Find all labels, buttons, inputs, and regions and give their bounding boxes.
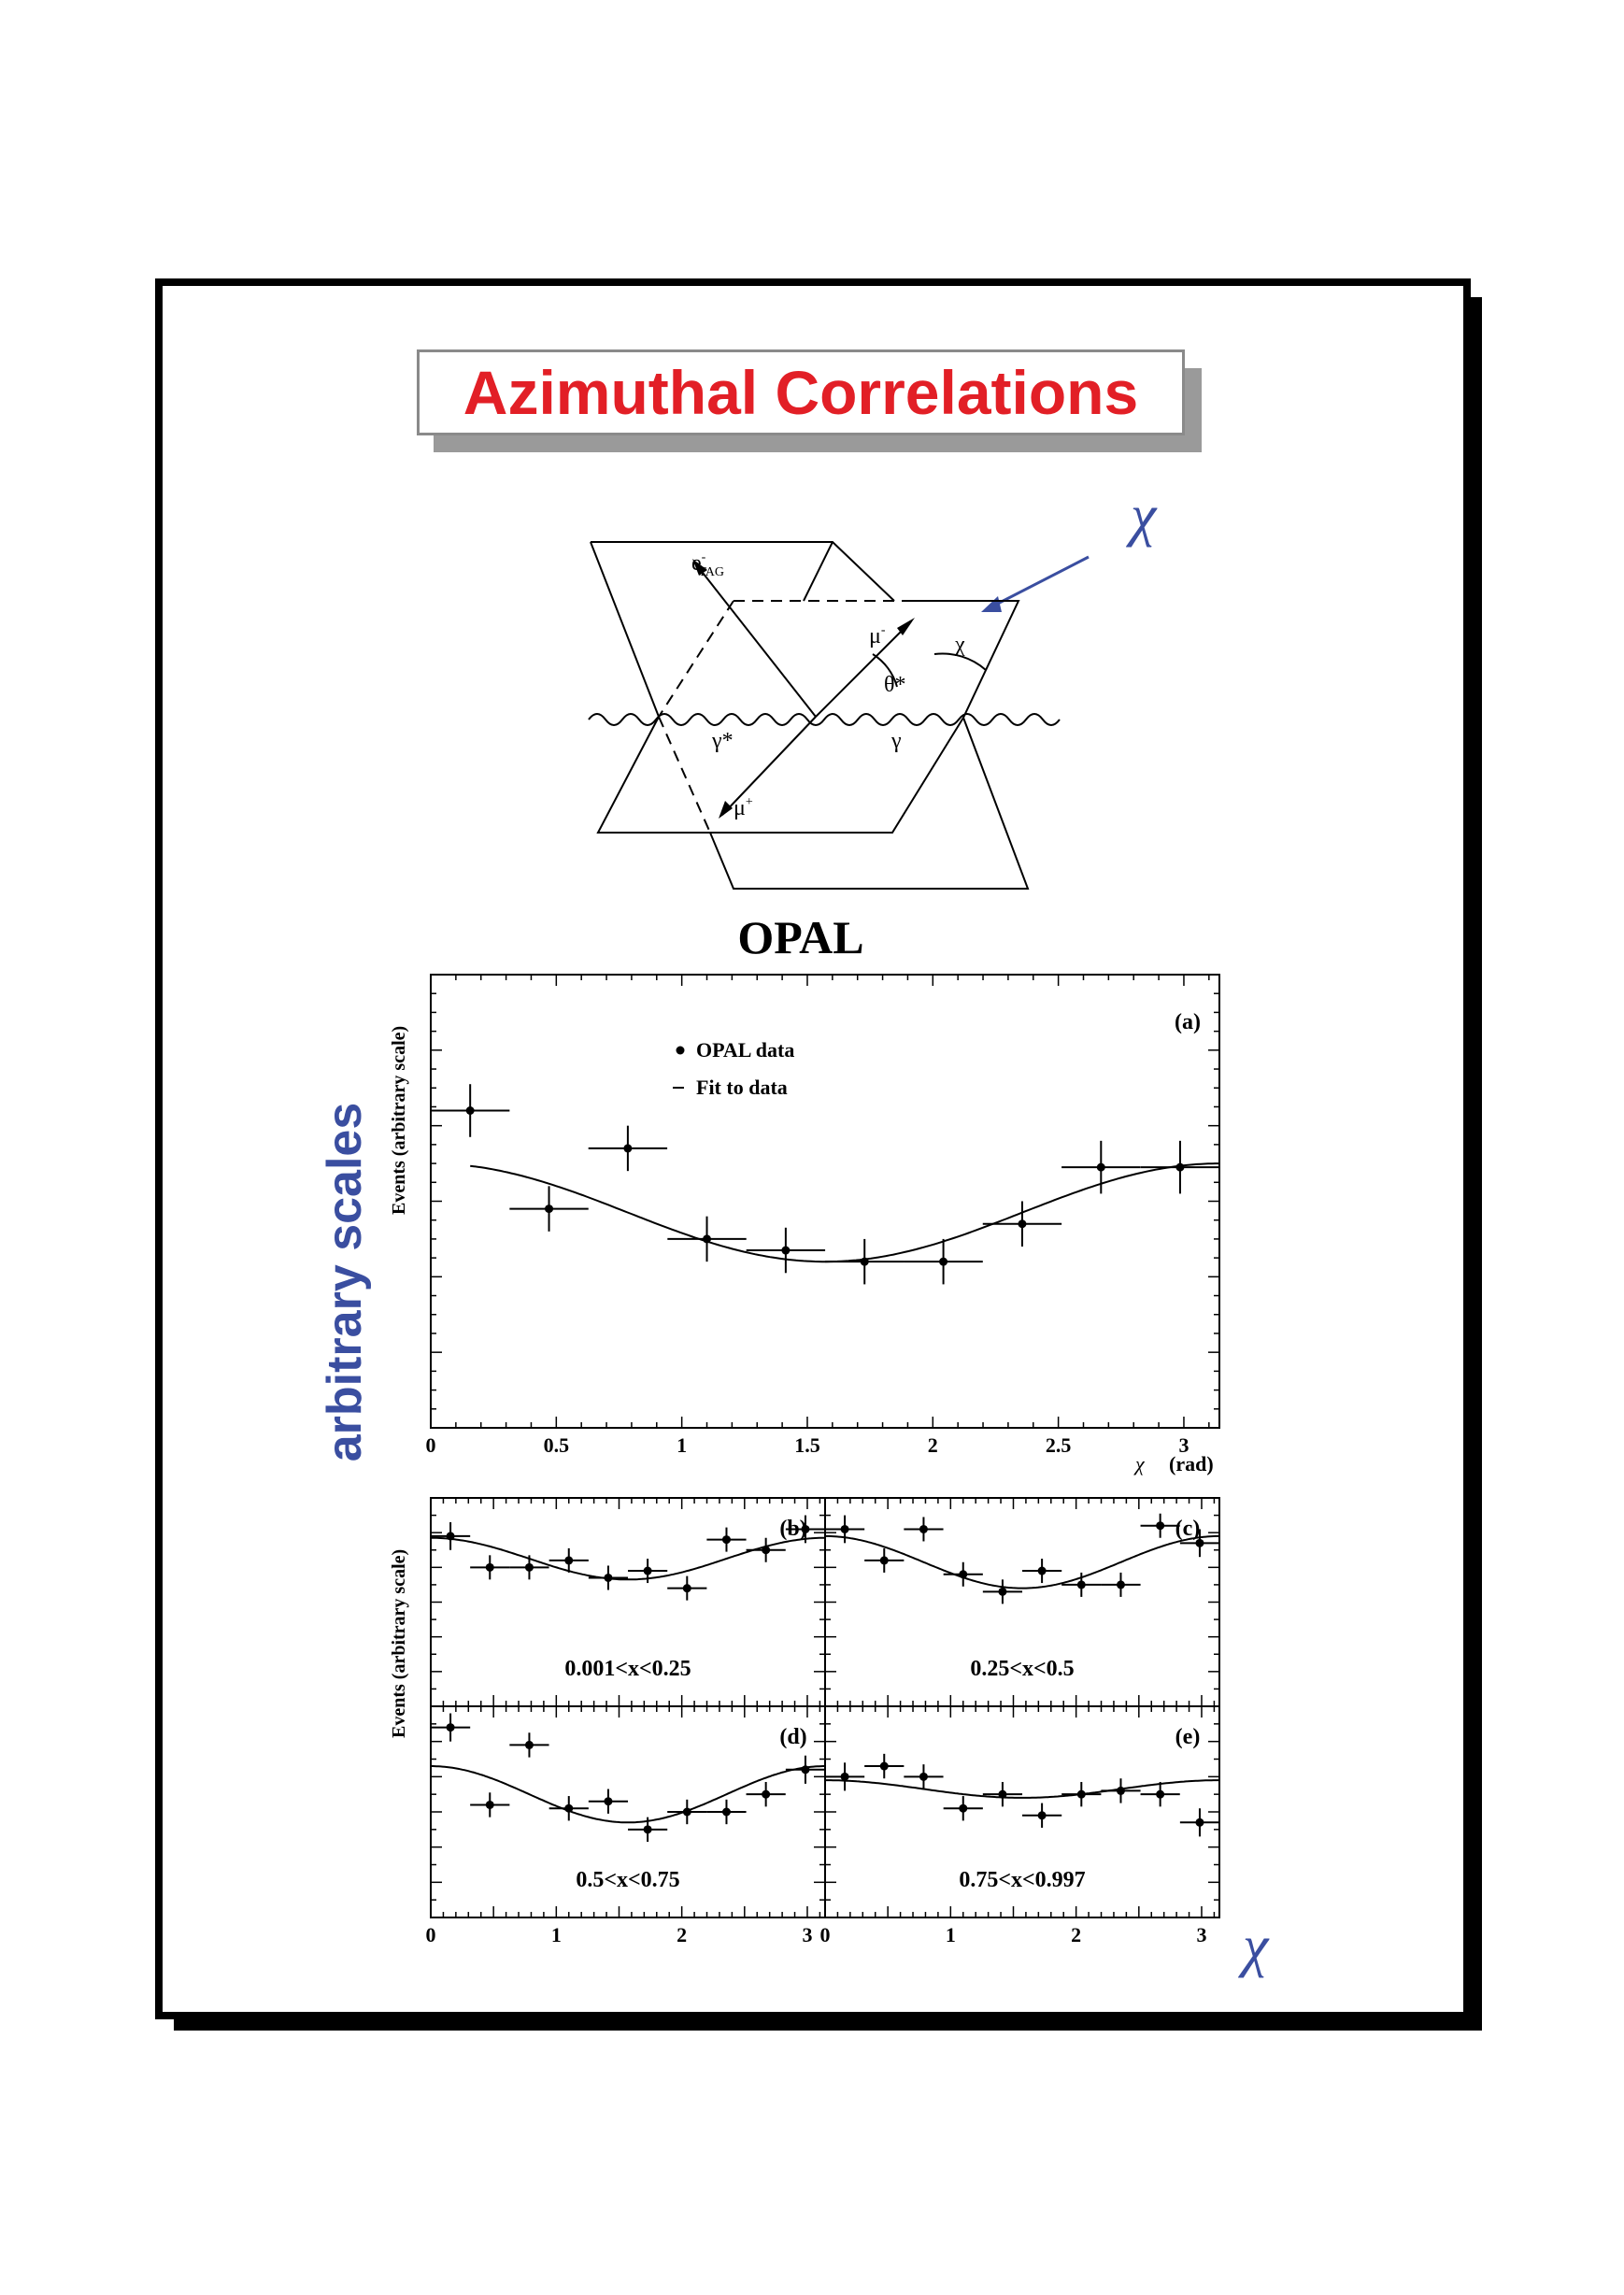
chart-panels — [426, 975, 1220, 1946]
panel-d-range: 0.5<x<0.75 — [576, 1868, 680, 1892]
data-point — [959, 1570, 967, 1578]
chi-diagram-label: χ — [955, 633, 965, 657]
plane-left-edge — [591, 542, 659, 717]
data-point — [447, 1532, 455, 1540]
data-point — [762, 1546, 770, 1554]
panel-e-label: (e) — [1175, 1725, 1201, 1749]
mu-minus-label: μ- — [869, 623, 886, 649]
data-point — [525, 1563, 534, 1572]
x-tick-label: 1.5 — [794, 1433, 820, 1457]
panels-bcde-ylabel: Events (arbitrary scale) — [389, 1548, 409, 1738]
data-point — [781, 1247, 790, 1255]
x-tick-label: 0.5 — [543, 1433, 570, 1457]
gamma-star-label: γ* — [712, 729, 734, 753]
panel-c-range: 0.25<x<0.5 — [970, 1657, 1075, 1681]
panel-b — [431, 1498, 825, 1706]
data-point — [1195, 1818, 1204, 1827]
data-point — [604, 1797, 612, 1805]
data-point — [801, 1765, 809, 1774]
data-point — [1117, 1787, 1125, 1795]
data-point — [1077, 1580, 1086, 1589]
x-tick-label: 3 — [1178, 1433, 1190, 1457]
data-point — [880, 1556, 889, 1564]
geometry-diagram — [589, 542, 1060, 889]
panel-a — [426, 975, 1220, 1475]
panel-b-range: 0.001<x<0.25 — [564, 1657, 691, 1681]
data-point — [703, 1234, 711, 1243]
chart-title: OPAL — [737, 911, 864, 963]
mu-minus-arrow — [816, 621, 911, 717]
data-point — [959, 1804, 967, 1813]
data-point — [1175, 1163, 1184, 1172]
x-tick-label: 2 — [927, 1433, 938, 1457]
data-point — [1077, 1790, 1086, 1799]
data-point — [564, 1556, 573, 1564]
e-tag-label: e-TAG — [691, 550, 724, 579]
data-point — [1038, 1811, 1047, 1819]
data-point — [998, 1588, 1006, 1596]
data-point — [486, 1563, 494, 1572]
x-tick-label: 2 — [677, 1923, 688, 1946]
data-point — [623, 1144, 632, 1152]
panel-d — [426, 1706, 826, 1946]
e-tag-arrow — [696, 564, 816, 717]
data-point — [564, 1804, 573, 1813]
data-point — [998, 1790, 1006, 1799]
data-point — [841, 1525, 849, 1533]
data-point — [919, 1525, 928, 1533]
data-point — [1018, 1219, 1026, 1228]
mu-plus-arrow-head — [719, 801, 733, 819]
data-point — [1156, 1521, 1164, 1530]
x-tick-label: 1 — [677, 1433, 688, 1457]
side-label: arbitrary scales — [318, 1102, 372, 1462]
legend-data-marker — [677, 1047, 685, 1055]
panel-d-label: (d) — [779, 1725, 807, 1749]
x-tick-label: 0 — [819, 1923, 831, 1946]
data-point — [683, 1584, 691, 1592]
theta-star-label: θ* — [884, 673, 906, 697]
chi-callout: χ — [1131, 484, 1157, 548]
data-point — [545, 1205, 553, 1213]
data-point — [722, 1535, 731, 1544]
panel-c-label: (c) — [1175, 1517, 1201, 1541]
data-point — [447, 1723, 455, 1732]
data-point — [466, 1106, 475, 1115]
data-point — [604, 1574, 612, 1582]
data-point — [861, 1258, 869, 1266]
data-point — [644, 1825, 652, 1833]
data-point — [841, 1773, 849, 1781]
panel-b-label: (b) — [779, 1517, 807, 1541]
legend-fit-label: Fit to data — [696, 1076, 788, 1099]
panel-c — [825, 1498, 1219, 1706]
x-tick-label: 2 — [1071, 1923, 1082, 1946]
slide-title: Azimuthal Correlations — [463, 358, 1139, 427]
x-tick-label: 2.5 — [1045, 1433, 1072, 1457]
data-point — [939, 1258, 947, 1266]
chi-axis-callout: χ — [1243, 1915, 1269, 1978]
data-point — [683, 1808, 691, 1817]
panel-e-range: 0.75<x<0.997 — [959, 1868, 1086, 1892]
fit-curve — [470, 1163, 1219, 1262]
data-point — [1097, 1163, 1105, 1172]
data-point — [1156, 1790, 1164, 1799]
legend-data-label: OPAL data — [696, 1038, 795, 1062]
plane-left-top — [591, 542, 894, 601]
x-tick-label: 1 — [945, 1923, 956, 1946]
data-point — [762, 1790, 770, 1799]
panel-a-label: (a) — [1175, 1010, 1201, 1034]
panel-a-xlabel: χ — [1135, 1452, 1145, 1475]
gamma-label: γ — [891, 729, 902, 753]
x-tick-label: 0 — [425, 1923, 436, 1946]
data-point — [919, 1773, 928, 1781]
plane-left-bottom — [598, 717, 963, 833]
data-point — [1117, 1580, 1125, 1589]
panel-a-xunit: (rad) — [1169, 1452, 1214, 1475]
x-tick-label: 3 — [1196, 1923, 1207, 1946]
panel-e — [820, 1706, 1220, 1946]
data-point — [525, 1741, 534, 1749]
data-point — [486, 1801, 494, 1809]
data-point — [644, 1567, 652, 1575]
x-tick-label: 0 — [425, 1433, 436, 1457]
x-tick-label: 3 — [802, 1923, 813, 1946]
callout-arrow-head — [981, 596, 1002, 612]
data-point — [880, 1762, 889, 1771]
mu-plus-label: μ+ — [734, 795, 753, 820]
data-point — [1038, 1567, 1047, 1575]
x-tick-label: 1 — [550, 1923, 562, 1946]
data-point — [722, 1808, 731, 1817]
panel-a-ylabel: Events (arbitrary scale) — [389, 1025, 409, 1215]
